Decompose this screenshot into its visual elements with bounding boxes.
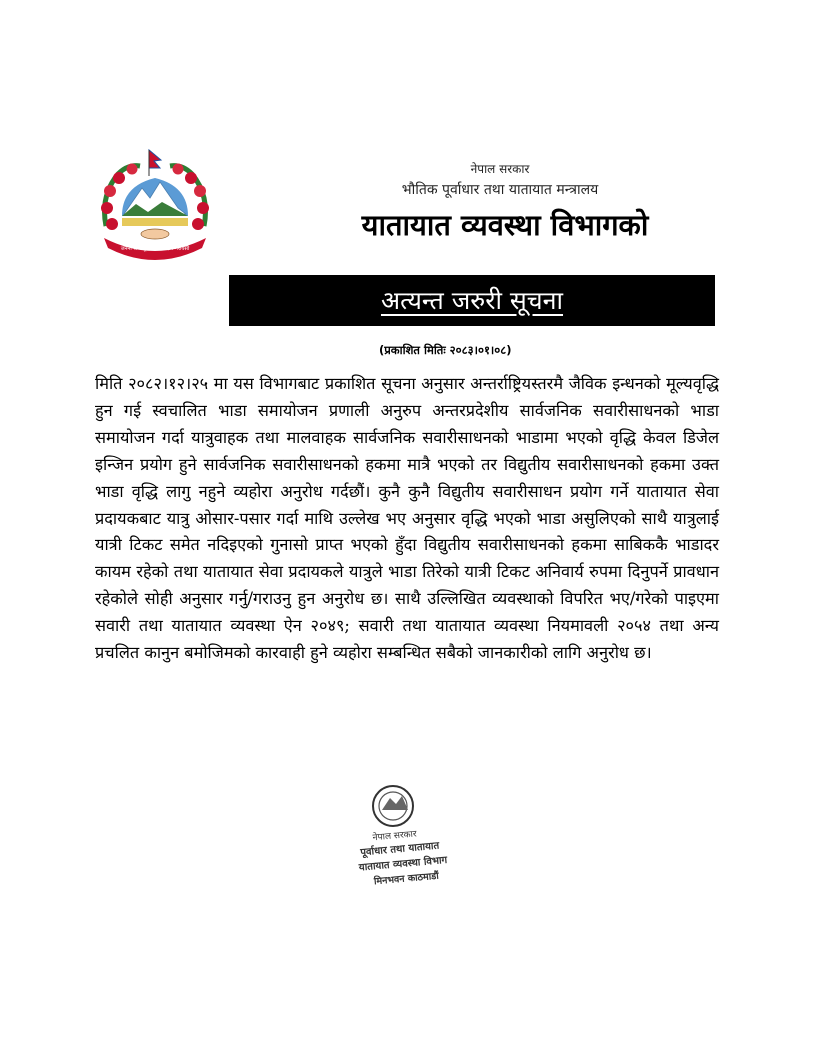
department-name: यातायात व्यवस्था विभागको (361, 208, 649, 242)
motto-ribbon (104, 238, 206, 260)
handshake-icon (141, 229, 169, 239)
government-emblem (92, 146, 218, 262)
stamp-line-3: यातायात व्यवस्था विभाग (358, 854, 448, 874)
stamp-line-1: नेपाल सरकार (372, 829, 418, 844)
mountain-icon (122, 178, 188, 226)
stamp-line-4: मिनभवन काठमाडौं (373, 870, 440, 888)
ministry-name: भौतिक पूर्वाधार तथा यातायात मन्त्रालय (401, 182, 599, 198)
flag-icon (149, 150, 161, 176)
notice-body: मिति २०८२।१२।२५ मा यस विभागबाट प्रकाशित सूचना अनुसार अन्तर्राष्ट्रियस्तरमै जैविक इन्धनको मूल्यवृद्धि हुन गई स्वचालित भाडा समायोजन प्रणाली अनुरुप अन्तरप्रदेशीय सार्वजनिक सवारीसाधनको भाडा समायोजन गर्दा यात्रुवाहक तथा मालवाहक सार्वजनिक सवारीसाधनको भाडामा भएको वृद्धि केवल डिजेल इन्जिन प्रयोग हुने सार्वजनिक सवारीसाधनको हकमा मात्रै भएको तर विद्युतीय सवारीसाधनको हकमा उक्त भाडा वृद्धि लागु नहुने व्यहोरा अनुरोध गर्दछौं। कुनै कुनै विद्युतीय सवारीसाधन प्रयोग गर्ने यातायात सेवा प्रदायकबाट यात्रु ओसार-पसार गर्दा माथि उल्लेख भए अनुसार वृद्धि भएको भाडा असुलिएको साथै यात्रुलाई यात्री टिकट समेत नदिइएको गुनासो प्राप्त भएको हुँदा विद्युतीय सवारीसाधनको हकमा साबिककै भाडादर कायम रहेको तथा यातायात सेवा प्रदायकले यात्रुले भाडा तिरेको यात्री टिकट अनिवार्य रुपमा दिनुपर्ने प्रावधान रहेकोले सोही अनुसार गर्नु/गराउनु हुन अनुरोध छ। साथै उल्लिखित व्यवस्थाको विपरित भए/गरेको पाइएमा सवारी तथा यातायात व्यवस्था ऐन २०४९; सवारी तथा यातायात व्यवस्था नियमावली २०५४ तथा अन्य प्रचलित कानुन बमोजिमको कारवाही हुने व्यहोरा सम्बन्धित सबैको जानकारीको लागि अनुरोध छ। (95, 374, 719, 663)
svg-text:जननी जन्मभूमिश्च स्वर्गादपि गर: जननी जन्मभूमिश्च स्वर्गादपि गरीयसी (120, 246, 190, 252)
stamp-line-2: पूर्वाधार तथा यातायात (359, 840, 440, 859)
office-stamp (338, 782, 462, 897)
notice-title: अत्यन्त जरुरी सूचना (380, 286, 564, 315)
government-name: नेपाल सरकार (470, 162, 530, 176)
stamp-emblem-icon (373, 786, 413, 826)
notice-title-banner (229, 275, 715, 326)
published-date: (प्रकाशित मितिः २०८३।०१।०८) (379, 343, 512, 357)
